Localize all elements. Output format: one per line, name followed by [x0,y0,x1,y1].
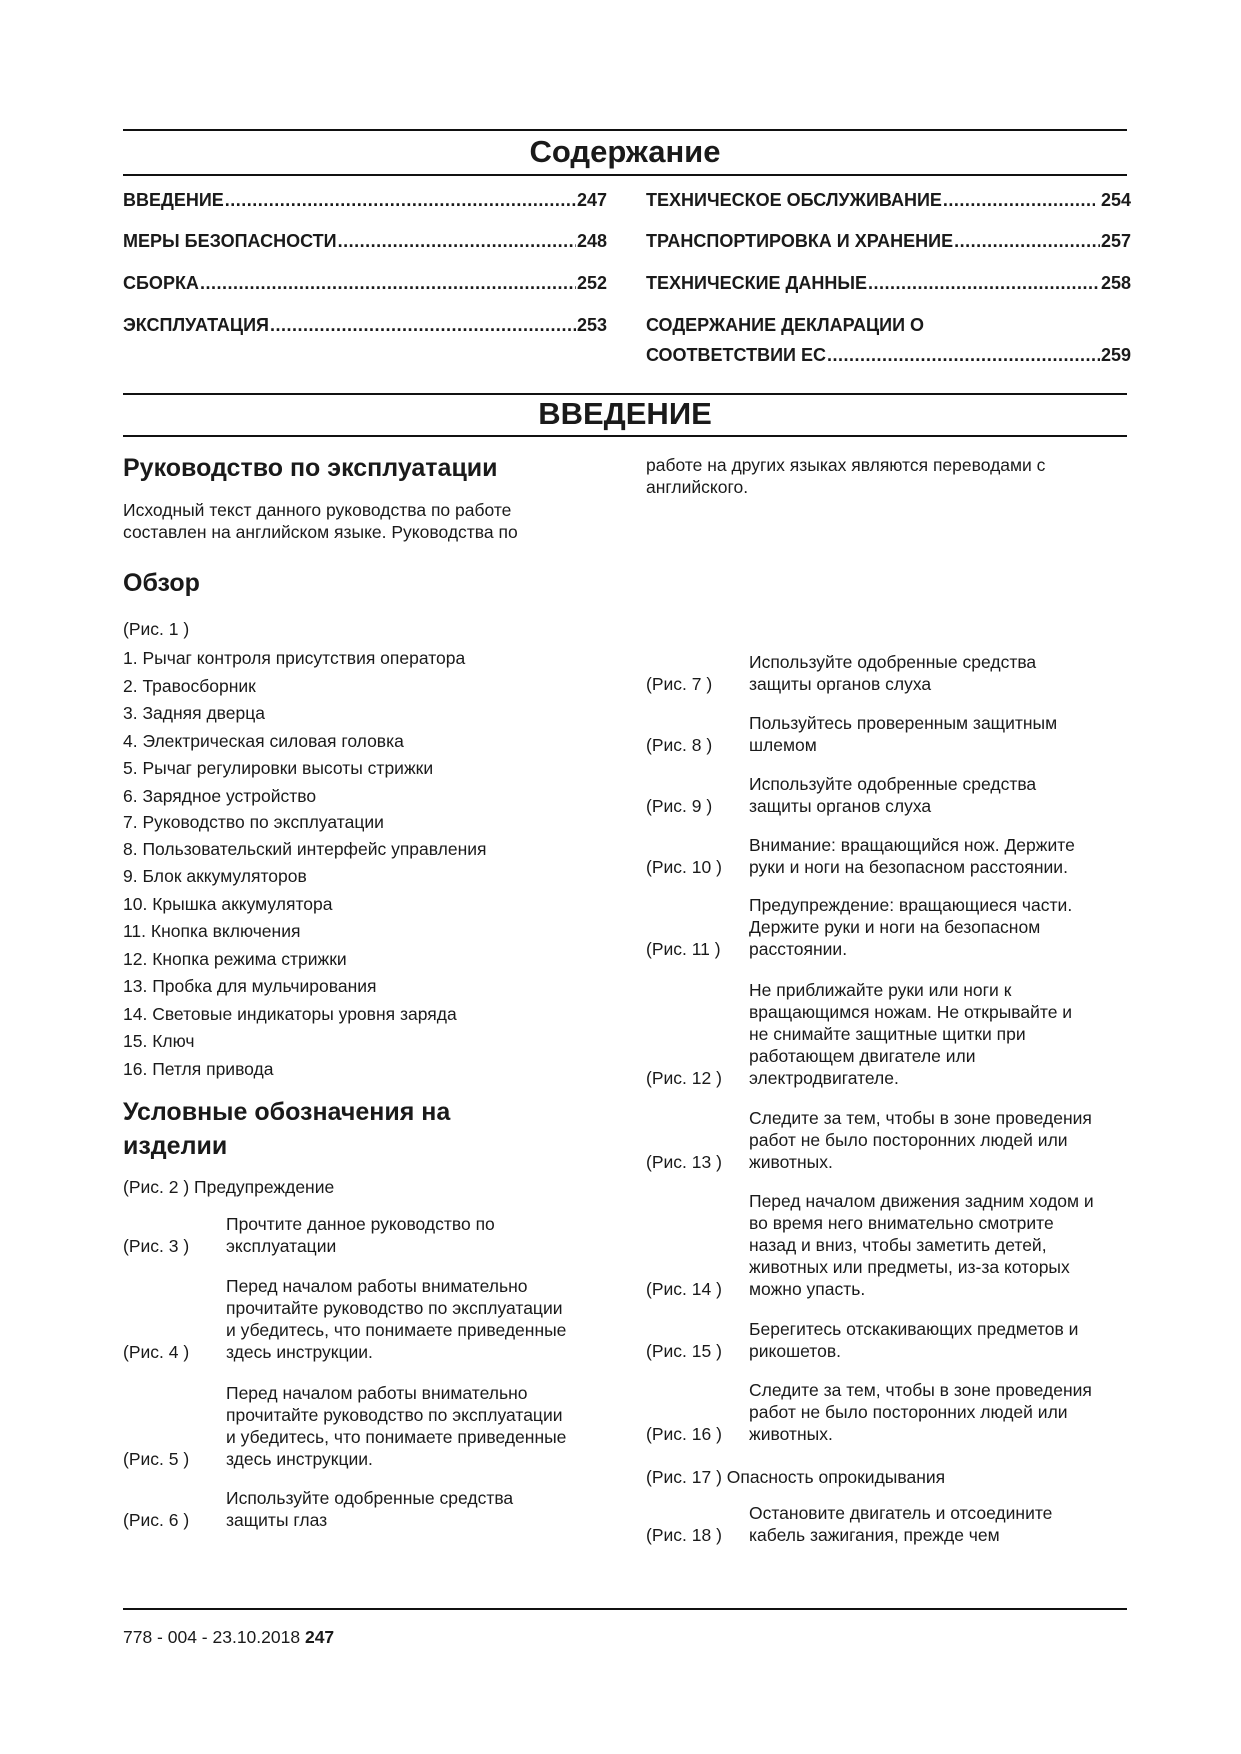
figure-ref: (Рис. 13 ) [646,1152,722,1172]
figure-ref: (Рис. 15 ) [646,1341,722,1361]
page-footer [123,1627,334,1648]
footer-page-number: 247 [304,1627,335,1647]
figure-ref: (Рис. 11 ) [646,939,721,959]
toc-top-rule [123,129,1127,131]
symbol-description: Перед началом движения задним ходом и во время него внимательно смотрите назад и вниз, чтобы заметить детей, животных или предметы, из-за которых можно упасть. [749,1191,1094,1299]
footer-doc-id: 778 - 004 - 23.10.2018 [123,1627,301,1647]
symbol-description: Используйте одобренные средства защиты органов слуха [749,652,1037,694]
toc-entry-label: ВВЕДЕНИЕ [123,190,224,210]
figure-ref: (Рис. 16 ) [646,1424,722,1444]
symbol-description: Пользуйтесь проверенным защитным шлемом [749,713,1058,755]
toc-entry-page: 247 [576,190,607,210]
toc-entry-declaration[interactable] [646,345,1131,366]
toc-title: Содержание [529,134,721,169]
text-line: английского. [646,477,749,497]
symbol-fig2: (Рис. 2 ) Предупреждение [123,1177,335,1197]
toc-entry-operation[interactable] [123,315,607,336]
toc-entry-page: 257 [1100,231,1131,251]
overview-item: 9. Блок аккумуляторов [123,866,307,886]
text-line: работе на других языках являются переводами с [646,455,1046,475]
figure-ref: (Рис. 14 ) [646,1279,722,1299]
figure-ref: (Рис. 8 ) [646,735,713,755]
symbol-row [646,1190,1094,1300]
toc-entry-label: ТЕХНИЧЕСКОЕ ОБСЛУЖИВАНИЕ [646,190,942,210]
symbol-row [646,651,1036,695]
symbol-description: Прочтите данное руководство по эксплуатации [226,1214,495,1256]
toc-entry-label: МЕРЫ БЕЗОПАСНОСТИ [123,231,337,251]
overview-item: 11. Кнопка включения [123,921,301,941]
symbol-description: Следите за тем, чтобы в зоне проведения работ не было посторонних людей или животных. [749,1108,1092,1172]
symbol-row [123,1487,513,1531]
symbol-row [646,1502,1052,1546]
toc-entry-label: СБОРКА [123,273,199,293]
footer-rule [123,1608,1127,1610]
symbol-row [123,1213,495,1257]
symbol-row [646,1107,1092,1173]
overview-item: 15. Ключ [123,1031,195,1051]
symbol-row [646,1318,1078,1362]
overview-item: 7. Руководство по эксплуатации [123,812,384,832]
figure-ref: (Рис. 4 ) [123,1342,190,1362]
toc-entry-page: 248 [576,231,607,251]
symbol-row [646,979,1072,1089]
toc-entry-page: 252 [576,273,607,293]
toc-entry-label: ЭКСПЛУАТАЦИЯ [123,315,269,335]
symbol-description: Перед началом работы внимательно прочитайте руководство по эксплуатации и убедитесь, что понимаете приведенные здесь инструкции. [226,1383,567,1469]
symbol-row [123,1275,566,1363]
toc-entry-transport[interactable] [646,231,1131,252]
overview-item: 2. Травосборник [123,676,256,696]
overview-item: 14. Световые индикаторы уровня заряда [123,1004,457,1024]
figure-ref: (Рис. 9 ) [646,796,713,816]
figure-ref: (Рис. 18 ) [646,1525,722,1545]
figure-ref: (Рис. 12 ) [646,1068,722,1088]
overview-item: 5. Рычаг регулировки высоты стрижки [123,758,434,778]
toc-entry-label: СООТВЕТСТВИИ ЕС [646,345,826,365]
overview-item: 6. Зарядное устройство [123,786,317,806]
overview-item: 8. Пользовательский интерфейс управления [123,839,487,859]
overview-item: 10. Крышка аккумулятора [123,894,333,914]
toc-entry-safety[interactable] [123,231,607,252]
overview-item: 12. Кнопка режима стрижки [123,949,347,969]
symbol-row [646,712,1057,756]
symbol-row [646,834,1075,878]
heading-line: Условные обозначения на [123,1098,451,1126]
symbol-description: Используйте одобренные средства защиты органов слуха [749,774,1037,816]
overview-item: 4. Электрическая силовая головка [123,731,404,751]
symbol-row [646,1379,1092,1445]
toc-entry-label: ТЕХНИЧЕСКИЕ ДАННЫЕ [646,273,867,293]
toc-entry-label: ТРАНСПОРТИРОВКА И ХРАНЕНИЕ [646,231,954,251]
symbol-fig17: (Рис. 17 ) Опасность опрокидывания [646,1467,946,1487]
symbol-description: Перед началом работы внимательно прочитайте руководство по эксплуатации и убедитесь, что понимаете приведенные здесь инструкции. [226,1276,567,1362]
figure-ref: (Рис. 3 ) [123,1236,190,1256]
intro-bottom-rule [123,435,1127,437]
manual-text-left [123,499,603,543]
symbol-description: Не приближайте руки или ноги к вращающимся ножам. Не открывайте и не снимайте защитные щитки при работающем двигателе или электродвигателе. [749,980,1073,1088]
figure-ref: (Рис. 6 ) [123,1510,190,1530]
toc-entry-page: 259 [1100,345,1131,365]
symbol-description: Внимание: вращающийся нож. Держите руки и ноги на безопасном расстоянии. [749,835,1075,877]
toc-entry-declaration-line1[interactable]: СОДЕРЖАНИЕ ДЕКЛАРАЦИИ О [646,315,925,335]
overview-item: 13. Пробка для мульчирования [123,976,377,996]
toc-entry-assembly[interactable] [123,273,607,294]
symbol-description: Берегитесь отскакивающих предметов и рикошетов. [749,1319,1079,1361]
toc-entry-page: 253 [576,315,607,335]
symbol-description: Предупреждение: вращающиеся части. Держите руки и ноги на безопасном расстоянии. [749,895,1073,959]
symbol-description: Остановите двигатель и отсоедините кабель зажигания, прежде чем [749,1503,1053,1545]
toc-entry-page: 254 [1095,190,1131,210]
overview-heading: Обзор [123,569,200,597]
symbols-heading [123,1095,450,1163]
toc-entry-technical-data[interactable] [646,273,1131,294]
figure-ref: (Рис. 10 ) [646,857,722,877]
overview-figure-ref: (Рис. 1 ) [123,619,190,639]
toc-bottom-rule [123,174,1127,176]
toc-entry-page: 258 [1100,273,1131,293]
overview-item: 1. Рычаг контроля присутствия оператора [123,648,466,668]
figure-ref: (Рис. 5 ) [123,1449,190,1469]
manual-text-right [646,454,1126,498]
intro-title: ВВЕДЕНИЕ [538,396,712,431]
heading-line: изделии [123,1132,228,1160]
text-line: составлен на английском языке. Руководства по [123,522,518,542]
manual-heading: Руководство по эксплуатации [123,454,498,482]
figure-ref: (Рис. 7 ) [646,674,713,694]
toc-entry-maintenance[interactable] [646,190,1131,211]
overview-item: 3. Задняя дверца [123,703,265,723]
symbol-description: Следите за тем, чтобы в зоне проведения работ не было посторонних людей или животных. [749,1380,1092,1444]
overview-item: 16. Петля привода [123,1059,274,1079]
symbol-row [646,894,1072,960]
symbol-description: Используйте одобренные средства защиты глаз [226,1488,514,1530]
intro-top-rule [123,393,1127,395]
toc-entry-introduction[interactable] [123,190,607,211]
symbol-row [646,773,1036,817]
text-line: Исходный текст данного руководства по работе [123,500,512,520]
symbol-row [123,1382,566,1470]
